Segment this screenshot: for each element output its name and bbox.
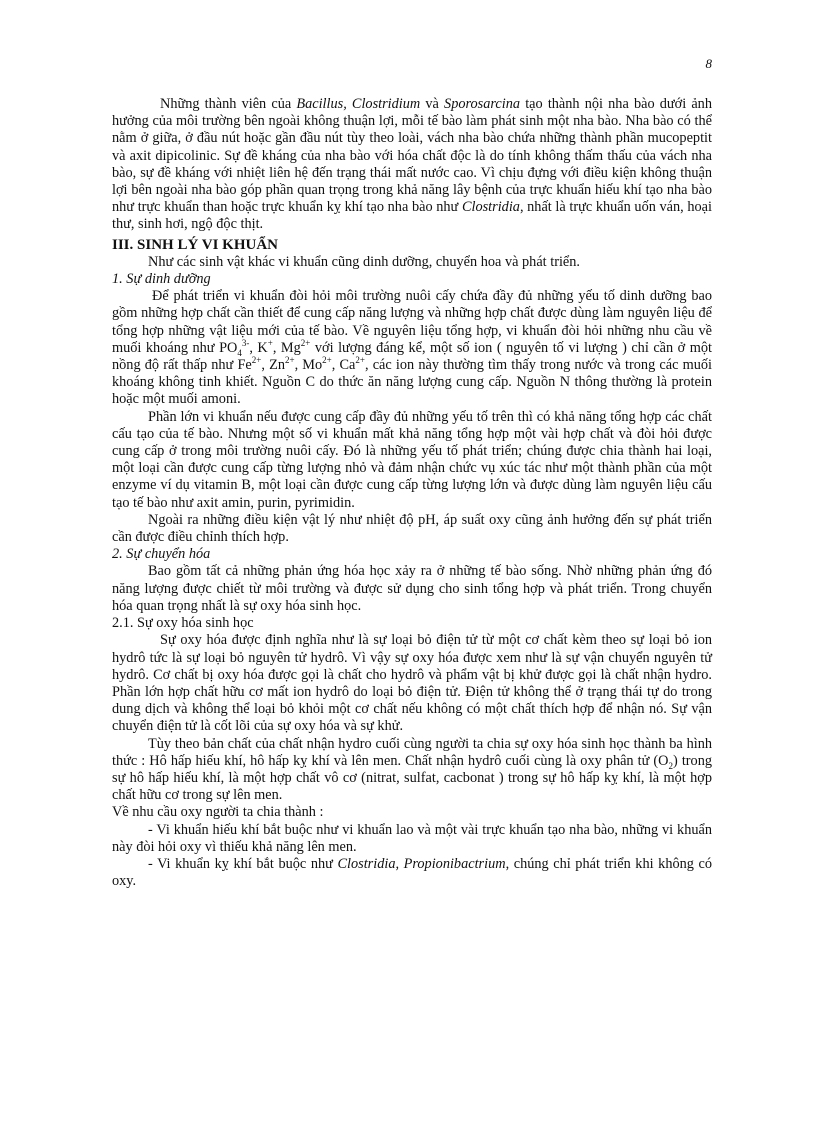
paragraph-growth-factors: Phần lớn vi khuẩn nếu được cung cấp đầy đủ những yếu tố trên thì có khả năng tổng hợp các chất cấu tạo của tế bào. Nhưng một số vi khuẩn mất khả năng tổng hợp một vài hợp chất và đòi hỏi được cung cấp ở trong môi trường nuôi cấy. Đó là những yếu tố phát triển; chúng được chia thành hai loại, một loại cần được cung cấp từng lượng nhỏ và đảm nhận chức vụ xúc tác như một thành phần của một enzyme ví dụ vitamin B, một loại cần được cung cấp từng lượng lớn và được dùng làm nguyên liệu cấu tạo tế bào như axit amin, purin, pyrimidin. <box>112 408 712 511</box>
paragraph-oxygen-need: Về nhu cầu oxy người ta chia thành : <box>112 804 324 821</box>
subsection-title-metabolism: 2. Sự chuyển hóa <box>112 546 211 563</box>
paragraph-oxidation-forms: Tùy theo bản chất của chất nhận hydro cuối cùng người ta chia sự oxy hóa sinh học thành ba hình thức : Hô hấp hiếu khí, hô hấp kỵ khí và lên men. Chất nhận hydrô cuối cùng là oxy phân tử $(O_2)$ trong sự hô hấp hiếu khí, là một hợp chất vô cơ (nitrat, sulfat, cacbonat ) trong sự hô hấp kỵ khí, là một hợp chất hữu cơ trong sự lên men. <box>112 735 712 804</box>
paragraph-intro: Như các sinh vật khác vi khuẩn cũng dinh dưỡng, chuyển hoa và phát triển. <box>148 253 580 270</box>
page-number: 8 <box>705 56 712 71</box>
list-item-obligate-aerobes: - Vi khuẩn hiếu khí bắt buộc như vi khuẩn lao và một vài trực khuẩn tạo nha bào, những vi khuẩn này đòi hỏi oxy vì thiếu khả năng lên men. <box>112 821 712 855</box>
paragraph-metabolism: Bao gồm tất cả những phản ứng hóa học xảy ra ở những tế bào sống. Nhờ những phản ứng đó năng lượng được chiết từ môi trường và được sử dụng cho sinh tổng hợp và phát triển. Trong chuyển hóa quan trọng nhất là sự oxy hóa sinh học. <box>112 563 712 614</box>
paragraph-oxidation-definition: Sự oxy hóa được định nghĩa như là sự loại bỏ điện tử từ một cơ chất kèm theo sự loại bỏ ion hydrô tức là sự loại bỏ nguyên tử hydrô. Vì vậy sự oxy hóa được xem như là sự vận chuyển nguyên tử hydrô. Cơ chất bị oxy hóa được gọi là chất cho hydrô và phẩm vật bị khử được gọi là chất nhận hydro. Phần lớn hợp chất hữu cơ mất ion hydrô do loại bỏ điện tử. Điện tử không thể ở trạng thái tự do trong dung dịch và không thể loại bỏ khỏi một cơ chất nếu không có một chất thích hợp để nhận nó. Sự vận chuyển điện tử là cốt lõi của sự oxy hóa và sự khử. <box>112 632 712 735</box>
subsection-title-nutrition: 1. Sự dinh dưỡng <box>112 271 211 288</box>
page-content <box>112 96 712 890</box>
subsection-title-biological-oxidation: 2.1. Sự oxy hóa sinh học <box>112 615 254 632</box>
paragraph-bacillus-spores: Những thành viên của Bacillus, Clostridium và Sporosarcina tạo thành nội nha bào dưới ảnh hưởng của môi trường bên ngoài không thuận lợi, mỗi tế bào làm phát sinh một nha bào. Nha bào có thể nằm ở giữa, ở đầu nút hoặc gần đầu nút tùy theo loài, vách nha bào chứa những thành phần mucopeptit và axit dipicolinic. Sự đề kháng của nha bào với hóa chất độc là do tính không thấm thấu của vách nha bào, sự đề kháng với nhiệt liên hệ đến trạng thái mất nước cao. Vì chịu đựng với điều kiện không thuận lợi bên ngoài nha bào góp phần quan trọng trong khả năng lây bệnh của trực khuẩn hiếu khí tạo nha bào như trực khuẩn than hoặc trực khuẩn kỵ khí tạo nha bào như Clostridia, nhất là trực khuẩn uốn ván, hoại thư, sinh hơi, ngộ độc thịt. <box>112 96 712 233</box>
list-item-obligate-anaerobes: - Vi khuẩn kỵ khí bắt buộc như Clostridia, Propionibactrium, chúng chỉ phát triển khi không có oxy. <box>112 855 712 890</box>
paragraph-physical-conditions: Ngoài ra những điều kiện vật lý như nhiệt độ pH, áp suất oxy cũng ảnh hưởng đến sự phát triển cần được điều chỉnh thích hợp. <box>112 511 712 546</box>
paragraph-nutrition: Để phát triển vi khuẩn đòi hỏi môi trường nuôi cấy chứa đầy đủ những yếu tố dinh dưỡng bao gồm những hợp chất cần thiết để cung cấp năng lượng và những hợp chất được dùng làm nguyên liệu để tổng hợp những vật liệu mới của tế bào. Về nguyên liệu tổng hợp, vi khuẩn đòi hỏi những nhu cầu về muối khoáng như $PO_4^{3-}$, K+, $Mg^{2+}$ với lượng đáng kể, một số ion ( nguyên tố vi lượng ) chỉ cần ở một nồng độ rất thấp như $Fe^{2+}$, $Zn^{2+}$, $Mo^{2+}$, $Ca^{2+}$, các ion này thường tìm thấy trong nước và trong các muối khoáng không tinh khiết. Nguồn C do thức ăn năng lượng cung cấp. Nguồn N thông thường là protein hoặc một muối amoni. <box>112 288 712 408</box>
section-heading: III. SINH LÝ VI KHUẨN <box>112 236 279 253</box>
